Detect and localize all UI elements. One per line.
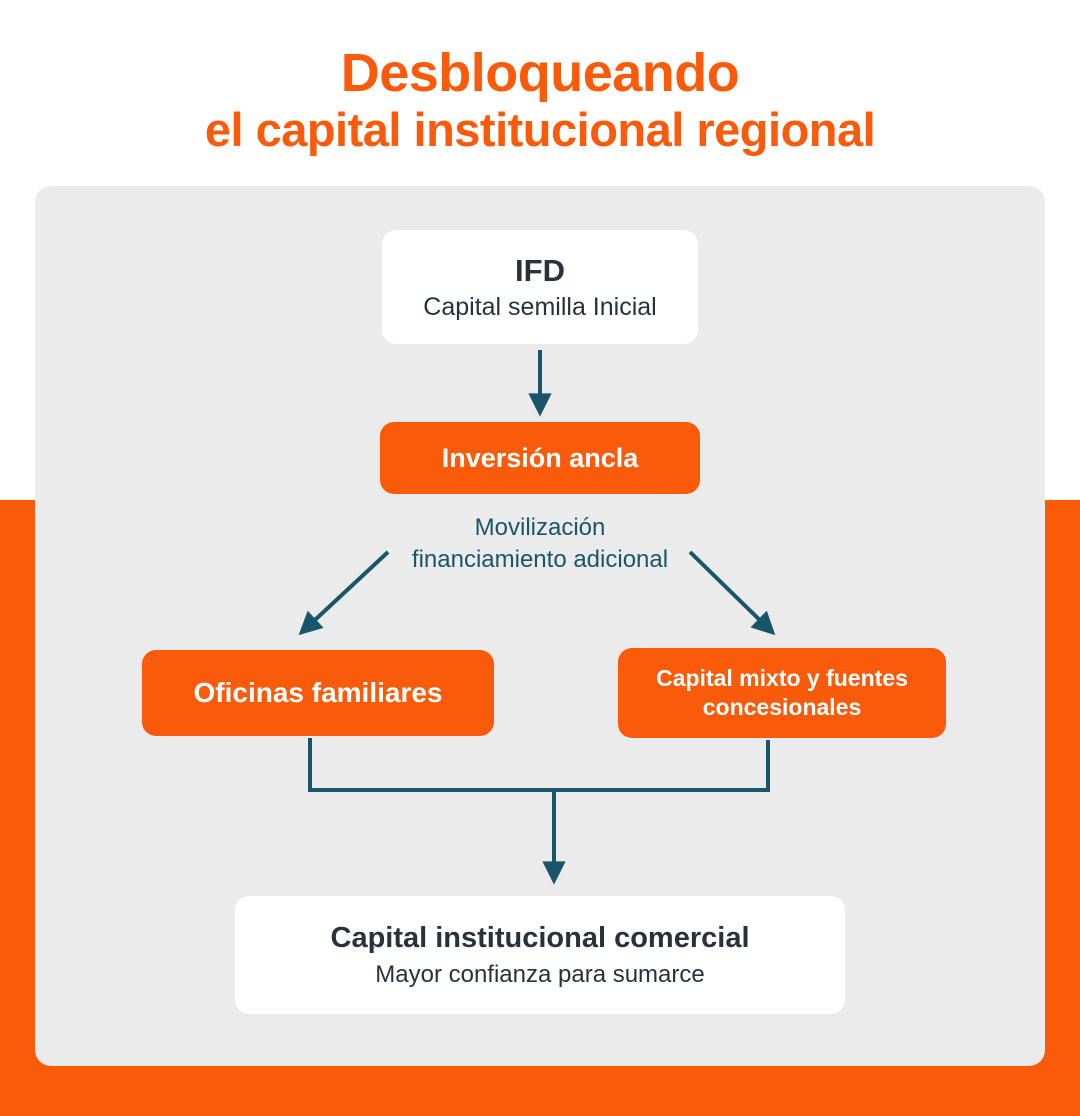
node-anchor-investment[interactable] [380,422,700,494]
node-commercial-capital-title: Capital institucional comercial [330,921,750,954]
node-blended-capital[interactable] [618,648,946,738]
node-family-offices-title: Oficinas familiares [193,677,443,708]
node-commercial-capital-subtitle: Mayor confianza para sumarce [375,960,705,988]
node-family-offices[interactable] [142,650,494,736]
node-ifd[interactable] [382,230,698,344]
mobilization-label: Movilización financiamiento adicional [411,514,669,573]
node-commercial-capital[interactable] [235,896,845,1014]
node-ifd-subtitle: Capital semilla Inicial [423,292,657,321]
node-anchor-investment-title: Inversión ancla [441,442,639,473]
page-title-line-2: el capital institucional regional [204,102,876,156]
page-title [0,43,1080,156]
node-ifd-title: IFD [515,252,565,288]
node-blended-capital-title: Capital mixto y fuentes concesionales [656,665,908,720]
page-title-line-1: Desbloqueando [340,43,740,104]
